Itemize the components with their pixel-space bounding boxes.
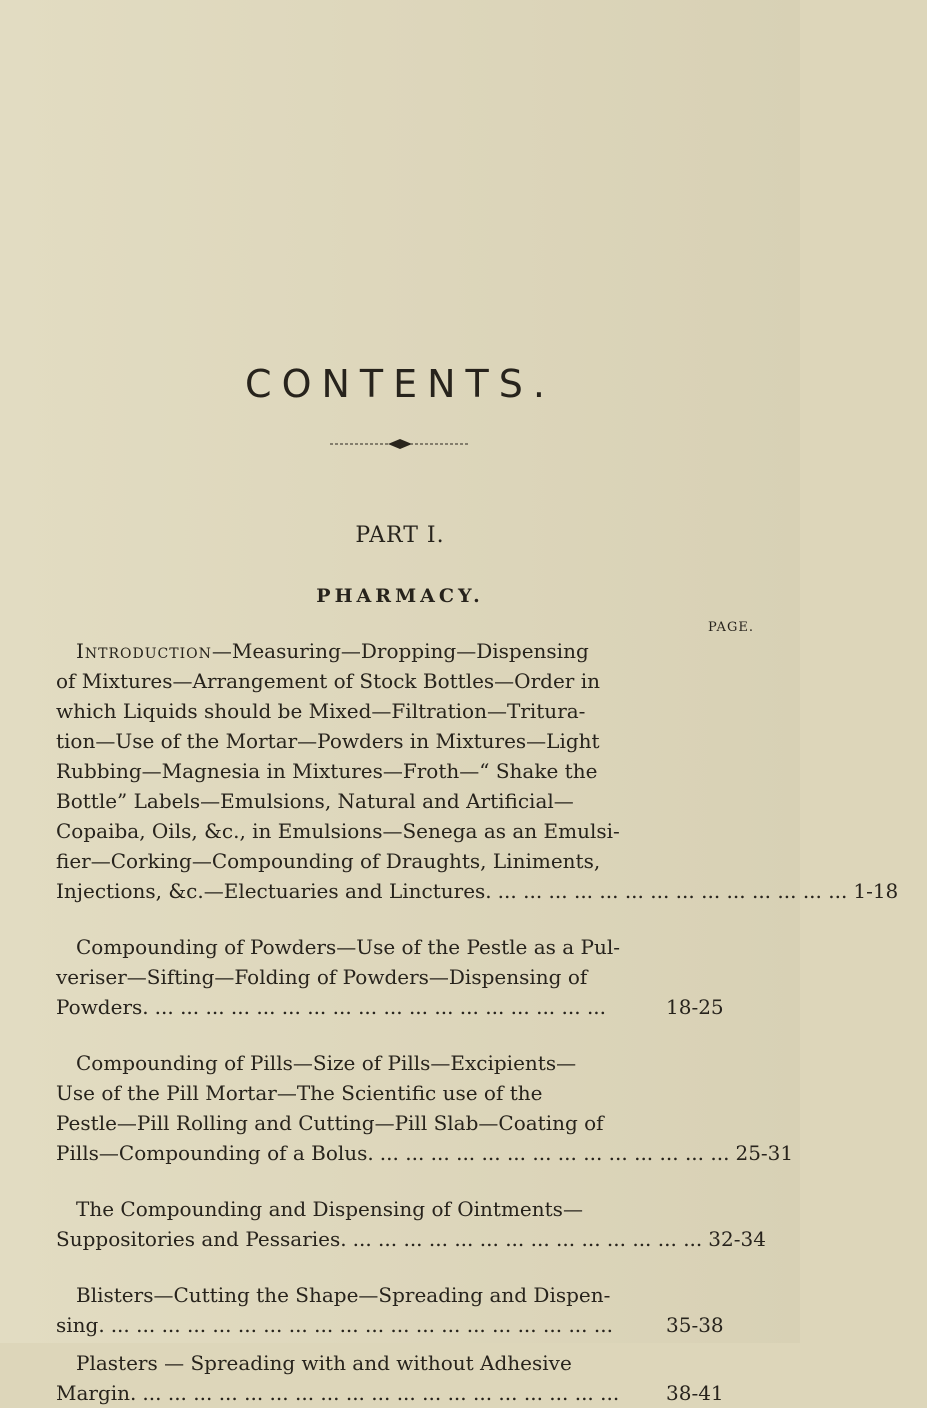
entry-final-line: Suppositories and Pessaries. ... ... ... ... ... ... ... ... ... ... ... ... ... ... 32-34 (56, 1224, 740, 1254)
dot-leader: ... ... ... ... ... ... ... ... ... ... ... ... ... ... (352, 1227, 703, 1251)
page-range: 32-34 (708, 1227, 766, 1251)
toc-entry (56, 1048, 794, 1168)
contents-entries (56, 636, 899, 1408)
page-range: 25-31 (735, 1141, 794, 1165)
entry-final-line: Injections, &c.—Electuaries and Linctures. ... ... ... ... ... ... ... ... ... ... ... ... ... ... 1-18 (56, 876, 740, 906)
part-label: PART I. (355, 523, 445, 548)
toc-entry (56, 636, 899, 906)
entry-final-line: Pills—Compounding of a Bolus. ... ... ... ... ... ... ... ... ... ... ... ... ... ... 25-31 (56, 1138, 740, 1168)
page-range: 1-18 (853, 879, 899, 903)
entry-line: Bottle” Labels—Emulsions, Natural and Artificial— (56, 789, 574, 813)
page-column-label: PAGE. (708, 620, 754, 635)
dot-leader: ... ... ... ... ... ... ... ... ... ... ... ... ... ... (497, 879, 848, 903)
page-range: 18-25 (666, 995, 724, 1019)
entry-line: Plasters — Spreading with and without Adhesive (76, 1351, 572, 1375)
page-range: 38-41 (666, 1381, 724, 1405)
toc-entry (56, 1280, 740, 1340)
entry-line: fier—Corking—Compounding of Draughts, Liniments, (56, 849, 601, 873)
entry-line: veriser—Sifting—Folding of Powders—Dispensing of (56, 965, 588, 989)
entry-line: Introduction—Measuring—Dropping—Dispensing (76, 639, 589, 663)
entry-line: which Liquids should be Mixed—Filtration—Tritura- (56, 699, 586, 723)
entry-final-line: Powders. ... ... ... ... ... ... ... ... ... ... ... ... ... ... ... ... ... ... 18-25 (56, 992, 740, 1022)
entry-final-line: Margin. ... ... ... ... ... ... ... ... ... ... ... ... ... ... ... ... ... ... ... 38-41 (56, 1378, 740, 1408)
toc-entry (56, 932, 740, 1022)
ornament-divider (330, 438, 470, 450)
dot-leader: ... ... ... ... ... ... ... ... ... ... ... ... ... ... ... ... ... ... (154, 995, 607, 1019)
contents-heading: CONTENTS. (245, 362, 555, 406)
subject-heading: PHARMACY. (316, 585, 484, 607)
entry-final-line: sing. ... ... ... ... ... ... ... ... ... ... ... ... ... ... ... ... ... ... ... ... 35-38 (56, 1310, 740, 1340)
entry-line: Pestle—Pill Rolling and Cutting—Pill Slab—Coating of (56, 1111, 604, 1135)
entry-line: Blisters—Cutting the Shape—Spreading and Dispen- (76, 1283, 611, 1307)
entry-line: Use of the Pill Mortar—The Scientific use of the (56, 1081, 543, 1105)
dot-leader: ... ... ... ... ... ... ... ... ... ... ... ... ... ... ... ... ... ... ... (142, 1381, 620, 1405)
page-range: 35-38 (666, 1313, 724, 1337)
entry-line: The Compounding and Dispensing of Ointments— (76, 1197, 583, 1221)
entry-line: Compounding of Pills—Size of Pills—Excipients— (76, 1051, 577, 1075)
entry-line: Rubbing—Magnesia in Mixtures—Froth—“ Shake the (56, 759, 598, 783)
entry-line: of Mixtures—Arrangement of Stock Bottles—Order in (56, 669, 600, 693)
dot-leader: ... ... ... ... ... ... ... ... ... ... ... ... ... ... ... ... ... ... ... ... (110, 1313, 613, 1337)
dot-leader: ... ... ... ... ... ... ... ... ... ... ... ... ... ... (379, 1141, 730, 1165)
entry-lead: Introduction (76, 639, 212, 663)
entry-line: tion—Use of the Mortar—Powders in Mixtures—Light (56, 729, 600, 753)
entry-line: Compounding of Powders—Use of the Pestle as a Pul- (76, 935, 621, 959)
toc-entry (56, 1348, 740, 1408)
entry-line: Copaiba, Oils, &c., in Emulsions—Senega as an Emulsi- (56, 819, 620, 843)
toc-entry (56, 1194, 766, 1254)
